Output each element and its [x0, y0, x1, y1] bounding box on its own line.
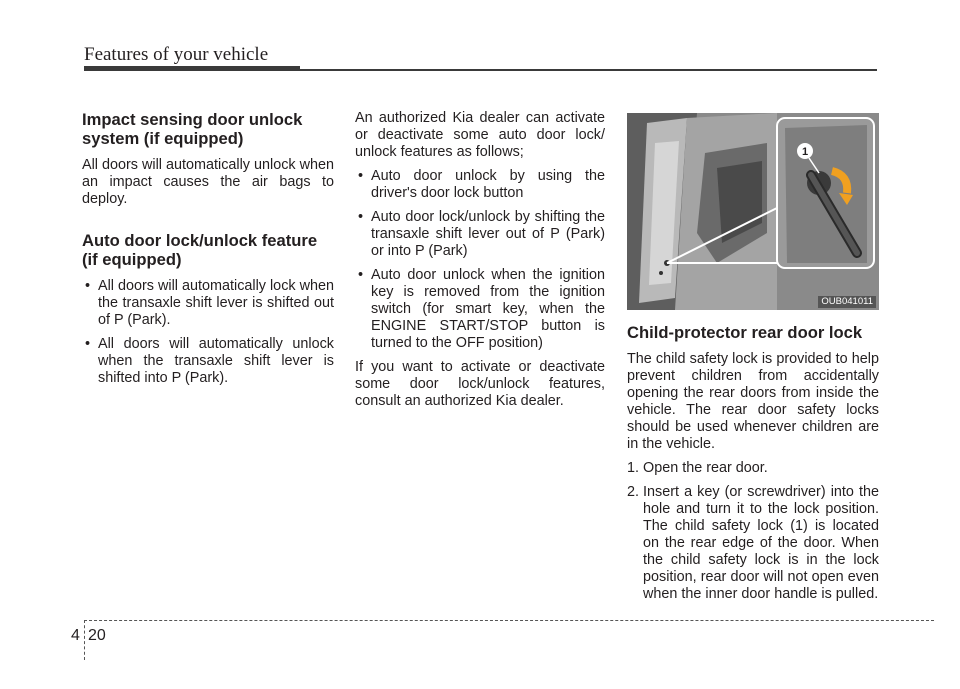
step-text: Insert a key (or screwdriver) into the hole and turn it to the lock position. The child safety lock (1) is located on the rear edge of the door. When the child safety lock is in the lock position, rear door will not open even when the inner door handle is pulled. — [643, 484, 879, 602]
impact-unlock-body: All doors will automatically unlock when an impact causes the air bags to deploy. — [82, 157, 334, 207]
dealer-features-list — [355, 168, 605, 352]
header-rule-thin — [300, 69, 877, 71]
step-item — [627, 460, 879, 477]
step-number: 1. — [627, 460, 640, 476]
bullet-item: • All doors will automatically lock when the transaxle shift lever is shifted out of P (Park). — [82, 278, 334, 329]
rear-door-illustration — [627, 113, 879, 310]
footer-separator — [84, 620, 85, 660]
heading-line: Impact sensing door unlock — [82, 110, 303, 129]
heading-line: (if equipped) — [82, 250, 182, 269]
auto-lock-bullet-list — [82, 278, 334, 387]
footer-rule — [84, 620, 934, 621]
heading-line: Auto door lock/unlock feature — [82, 231, 318, 250]
child-lock-steps — [627, 460, 879, 603]
bullet-item: • Auto door lock/unlock by shifting the transaxle shift lever out of P (Park) or into P (Park) — [355, 209, 605, 260]
page-number: 20 — [88, 627, 106, 644]
dealer-intro-text: An authorized Kia dealer can activate or deactivate some auto door lock/ unlock features as follows; — [355, 110, 605, 160]
chapter-number: 4 — [71, 627, 80, 644]
bullet-item: • All doors will automatically unlock when the transaxle shift lever is shifted into P (Park). — [82, 336, 334, 387]
heading-line: system (if equipped) — [82, 129, 244, 148]
page-header-title: Features of your vehicle — [84, 44, 269, 65]
header-rule-thick — [84, 66, 300, 71]
section-heading-auto-lock — [82, 231, 334, 269]
step-text: Open the rear door. — [643, 460, 768, 476]
section-heading-child-lock: Child-protector rear door lock — [627, 323, 863, 342]
step-number: 2. — [627, 484, 640, 500]
child-lock-figure — [627, 113, 879, 310]
bullet-item: • Auto door unlock by using the driver's door lock button — [355, 168, 605, 202]
dealer-outro-text: If you want to activate or deactivate some door lock/unlock features, consult an authorized Kia dealer. — [355, 359, 605, 409]
middle-column — [355, 110, 605, 417]
step-item — [627, 484, 879, 603]
bullet-item: • Auto door unlock when the ignition key is removed from the ignition switch (for smart key, when the ENGINE START/STOP button is turned to the OFF position) — [355, 267, 605, 352]
section-heading-impact-unlock — [82, 110, 334, 148]
child-lock-body: The child safety lock is provided to help prevent children from accidentally opening the rear doors from inside the vehicle. The rear door safety locks should be used whenever children are in the vehicle. — [627, 351, 879, 452]
left-column — [82, 110, 334, 403]
figure-caption-code: OUB041011 — [818, 296, 876, 308]
right-column — [627, 113, 879, 610]
figure-callout-number: 1 — [801, 146, 809, 158]
